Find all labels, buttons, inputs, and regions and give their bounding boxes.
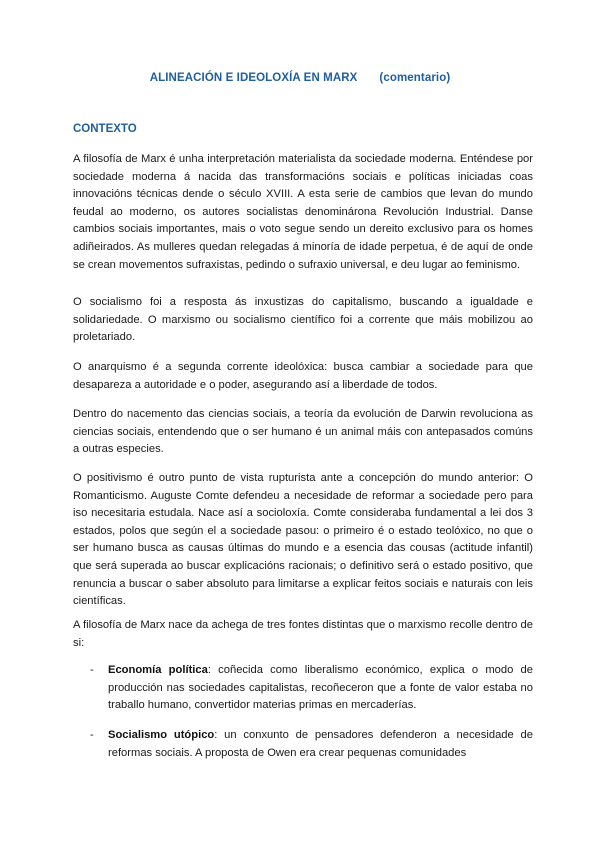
title-main: ALINEACIÓN E IDEOLOXÍA EN MARX <box>149 72 358 84</box>
bullet-term: Economía política <box>108 664 208 676</box>
bullet-body: : coñecida como liberalismo económico, explica o modo de producción nas sociedades capitalistas, recoñeceron que a fonte de valor estaba no traballo humano, convertidor materias primas en mercaderías. <box>108 664 533 712</box>
paragraph-4: Dentro do nacemento das ciencias sociais, a teoría da evolución de Darwin revoluciona as ciencias sociais, entendendo que o ser humano é un animal máis con antepasados comúns a outras especies. <box>73 408 533 456</box>
title-note: (comentario) <box>379 72 451 84</box>
paragraph-1: A filosofía de Marx é unha interpretación materialista da sociedade moderna. Enténdese por sociedade moderna á nacida das transformacións sociais e políticas iniciadas coas innovacións técnicas dende o século XVIII. A esta serie de cambios que levan do mundo feudal ao moderno, os autores socialistas denominárona Revolución Industrial. Danse cambios sociais importantes, mais o voto segue sendo un dereito exclusivo para os homes adiñeirados. As mulleres quedan relegadas á minoría de idade perpetua, é de aquí de onde se crean movementos sufraxistas, pedindo o sufraxio universal, e deu lugar ao feminismo. <box>73 153 533 271</box>
list-item <box>73 662 533 715</box>
document-title <box>0 72 600 84</box>
paragraph-3: O anarquismo é a segunda corrente ideolóxica: busca cambiar a sociedade para que desapareza a autoridade e o poder, asegurando así a liberdade de todos. <box>73 361 533 391</box>
paragraph-6: A filosofía de Marx nace da achega de tres fontes distintas que o marxismo recolle dentro de si: <box>73 619 533 649</box>
bullet-text <box>108 662 533 715</box>
paragraph-2: O socialismo foi a resposta ás inxustizas do capitalismo, buscando a igualdade e solidariedade. O marxismo ou socialismo científico foi a corrente que máis mobilizou ao proletariado. <box>73 296 533 344</box>
bullet-dash: - <box>90 729 94 741</box>
bullet-body: : un conxunto de pensadores defenderon a necesidade de reformas sociais. A proposta de Owen era crear pequenas comunidades <box>108 729 533 759</box>
bullet-dash: - <box>90 664 94 676</box>
list-item <box>73 727 533 762</box>
section-heading: CONTEXTO <box>73 123 137 135</box>
paragraph-5: O positivismo é outro punto de vista rupturista ante a concepción do mundo anterior: O Romanticismo. Auguste Comte defendeu a necesidade de reformar a sociedade pero para iso necesitaria estudala. Nace así a socioloxía. Comte consideraba fundamental a lei dos 3 estados, polos que según el a sociedade pasou: o primeiro é o estado teolóxico, no que o ser humano busca as causas últimas do mundo e a esencia das cousas (actitude infantil) que será superada ao buscar explicacións racionais; o definitivo será o estado positivo, que renuncia a buscar o saber absoluto para limitarse a explicar feitos sociais e naturais con leis científicas. <box>73 472 533 608</box>
bullet-term: Socialismo utópico <box>108 729 215 741</box>
bullet-text <box>108 727 533 762</box>
